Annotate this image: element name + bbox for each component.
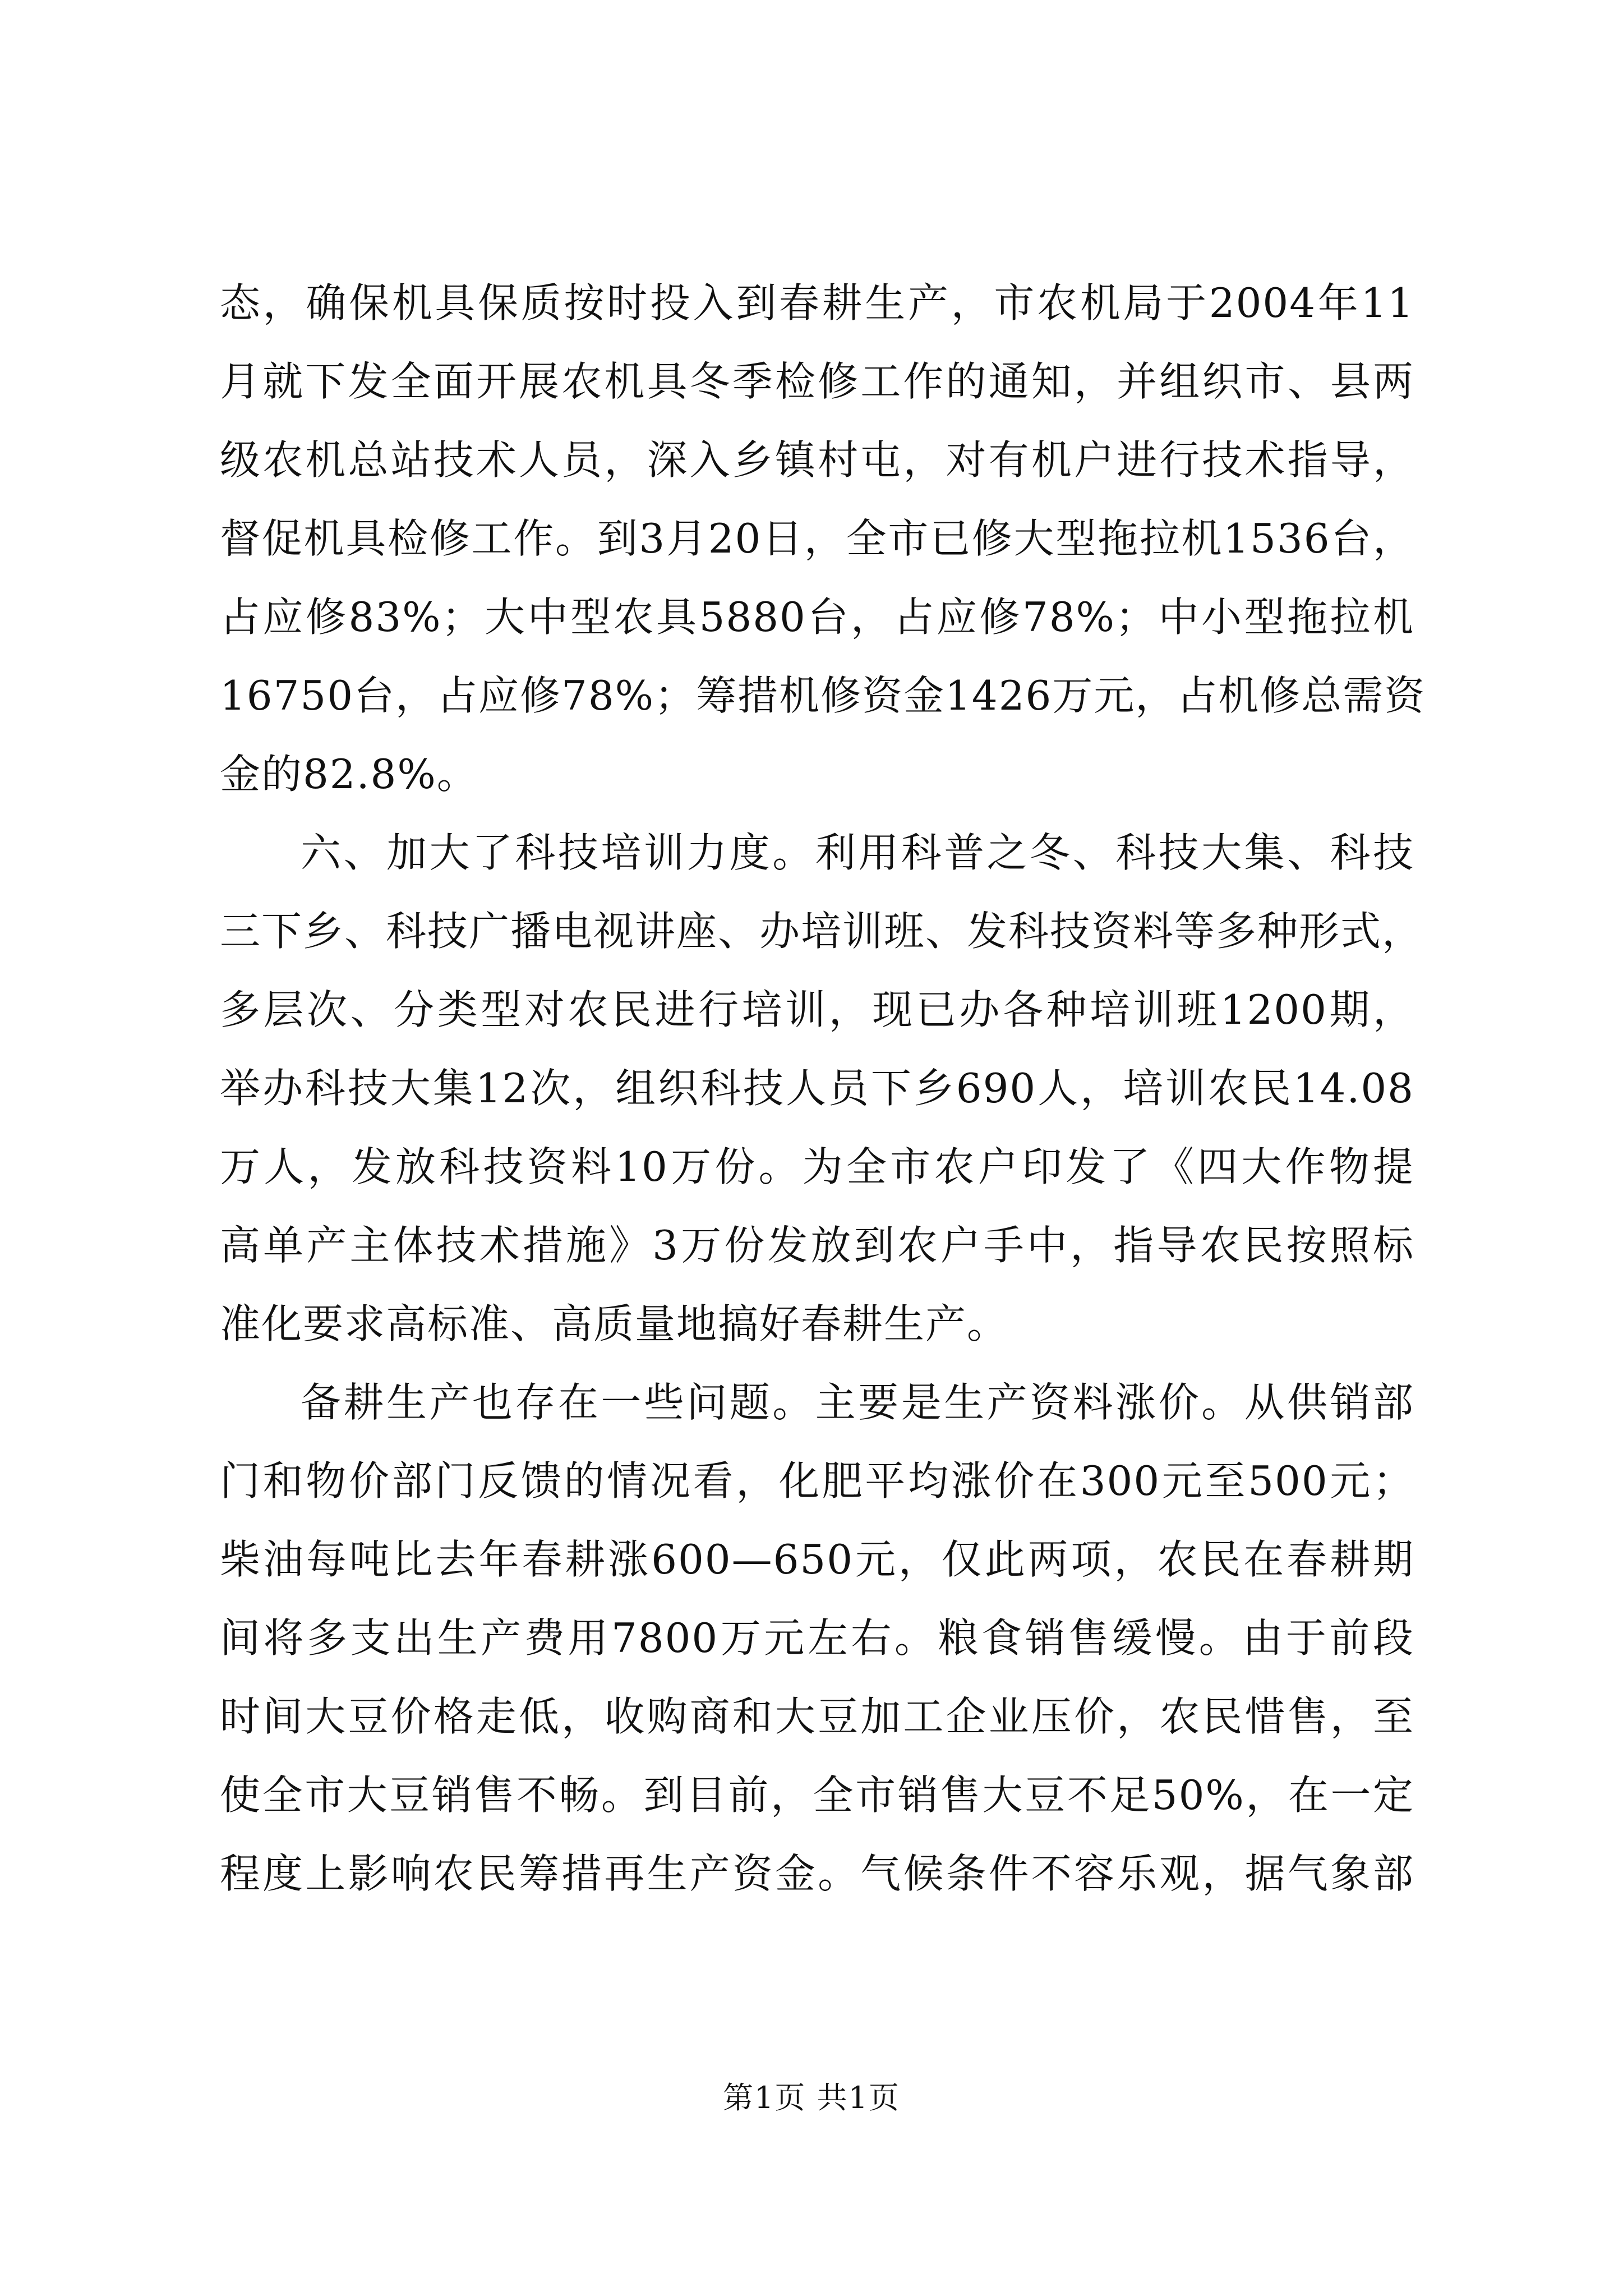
page-footer: 第1页 共1页 [723,2080,900,2115]
text-line: 时间大豆价格走低，收购商和大豆加工企业压价，农民惜售，至 [220,1693,1414,1740]
text-line: 态，确保机具保质按时投入到春耕生产，市农机局于2004年11 [220,279,1414,326]
text-line: 高单产主体技术措施》3万份发放到农户手中，指导农民按照标 [220,1222,1414,1269]
text-line: 六、加大了科技培训力度。利用科普之冬、科技大集、科技 [301,829,1414,876]
text-line: 占应修83%；大中型农具5880台，占应修78%；中小型拖拉机 [220,593,1414,641]
text-line: 使全市大豆销售不畅。到目前，全市销售大豆不足50%，在一定 [220,1772,1414,1819]
text-line: 门和物价部门反馈的情况看，化肥平均涨价在300元至500元； [220,1457,1414,1504]
body-text [220,264,1426,1913]
text-line: 督促机具检修工作。到3月20日，全市已修大型拖拉机1536台， [220,515,1414,562]
text-line: 间将多支出生产费用7800万元左右。粮食销售缓慢。由于前段 [220,1614,1414,1662]
text-line: 多层次、分类型对农民进行培训，现已办各种培训班1200期， [220,986,1414,1033]
text-line: 三下乡、科技广播电视讲座、办培训班、发科技资料等多种形式， [220,908,1424,955]
text-line: 备耕生产也存在一些问题。主要是生产资料涨价。从供销部 [301,1379,1414,1426]
text-line: 举办科技大集12次，组织科技人员下乡690人，培训农民14.08 [220,1065,1414,1112]
text-line: 程度上影响农民筹措再生产资金。气候条件不容乐观，据气象部 [220,1850,1414,1897]
text-line: 级农机总站技术人员，深入乡镇村屯，对有机户进行技术指导， [220,436,1414,484]
text-line: 月就下发全面开展农机具冬季检修工作的通知，并组织市、县两 [220,358,1414,405]
text-line: 柴油每吨比去年春耕涨600—650元，仅此两项，农民在春耕期 [220,1536,1414,1583]
text-line: 16750台，占应修78%；筹措机修资金1426万元，占机修总需资 [220,672,1426,719]
text-line: 万人，发放科技资料10万份。为全市农户印发了《四大作物提 [220,1143,1414,1190]
text-line: 准化要求高标准、高质量地搞好春耕生产。 [220,1300,1009,1347]
text-line: 金的82.8%。 [220,751,478,798]
